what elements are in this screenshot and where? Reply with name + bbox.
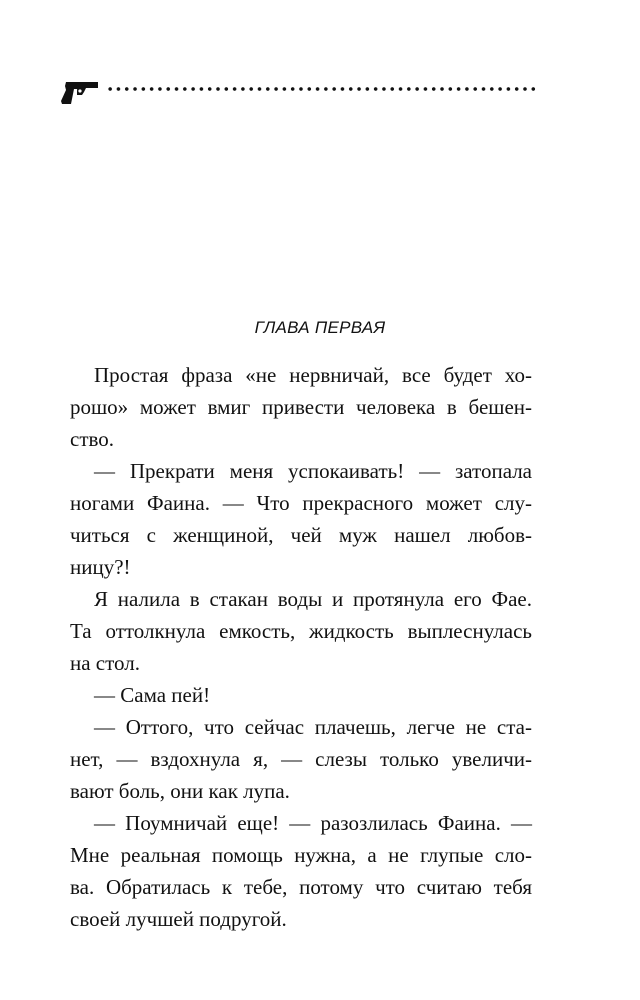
text-line: читься с женщиной, чей муж нашел любов- <box>70 523 532 547</box>
text-line: — Сама пей! <box>94 683 211 707</box>
revolver-icon <box>60 78 100 106</box>
dotted-rule <box>106 86 536 92</box>
text-line: рошо» может вмиг привести человека в бешен- <box>70 395 532 419</box>
body-text <box>70 359 532 935</box>
text-line: Простая фраза «не нервничай, все будет хо- <box>94 363 532 387</box>
page-header <box>60 74 536 108</box>
text-line: Мне реальная помощь нужна, а не глупые сло- <box>70 843 532 867</box>
paragraph <box>70 807 532 935</box>
text-line: вают боль, они как лупа. <box>70 779 290 803</box>
text-line: Та оттолкнула емкость, жидкость выплеснулась <box>70 619 532 643</box>
text-line: своей лучшей подругой. <box>70 907 287 931</box>
chapter-title: ГЛАВА ПЕРВАЯ <box>254 318 386 337</box>
paragraph <box>70 679 532 711</box>
text-line: ницу?! <box>70 555 131 579</box>
paragraph <box>70 711 532 807</box>
text-line: — Прекрати меня успокаивать! — затопала <box>94 459 532 483</box>
text-line: ва. Обратилась к тебе, потому что считаю тебя <box>70 875 532 899</box>
text-line: ногами Фаина. — Что прекрасного может слу- <box>70 491 532 515</box>
paragraph <box>70 455 532 583</box>
text-line: ство. <box>70 427 115 451</box>
paragraph <box>70 359 532 455</box>
text-line: — Поумничай еще! — разозлилась Фаина. — <box>94 811 532 835</box>
paragraph <box>70 583 532 679</box>
text-line: на стол. <box>70 651 140 675</box>
text-line: нет, — вздохнула я, — слезы только увеличи- <box>70 747 532 771</box>
text-line: — Оттого, что сейчас плачешь, легче не ста- <box>94 715 532 739</box>
text-line: Я налила в стакан воды и протянула его Фае. <box>94 587 532 611</box>
